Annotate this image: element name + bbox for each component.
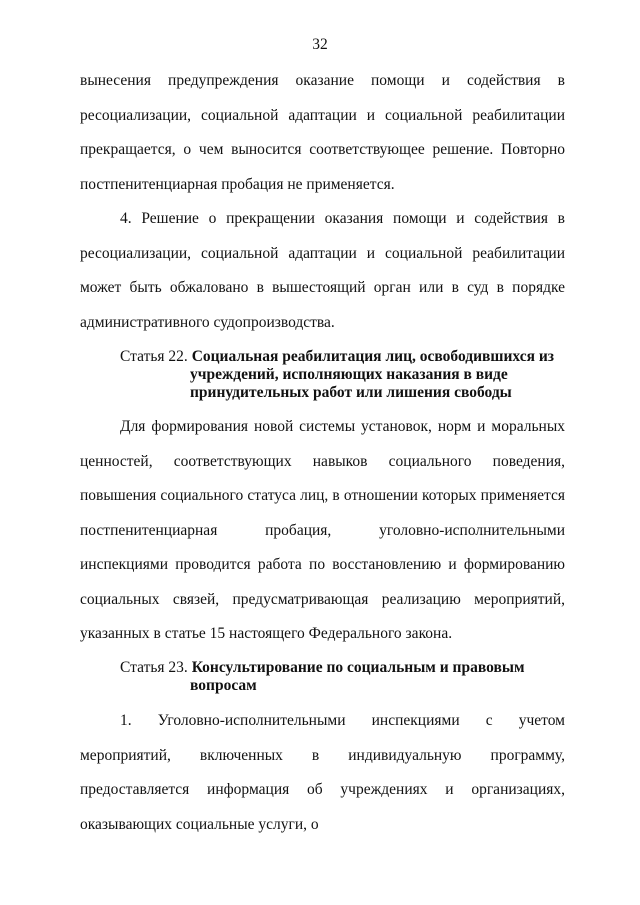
article-23-title: Консультирование по социальным и правовым вопросам [190, 659, 525, 694]
article-22-title: Социальная реабилитация лиц, освободившихся из учреждений, исполняющих наказания в виде принудительных работ или лишения свободы [190, 348, 555, 401]
paragraph-article-23-body: 1. Уголовно-исполнительными инспекциями с учетом мероприятий, включенных в индивидуальную программу, предоставляется информация об учреждениях и организациях, оказывающих социальные услуги, о [80, 712, 565, 833]
article-23-title-line [120, 659, 565, 695]
article-22-label: Статья 22. [120, 348, 188, 365]
article-23-heading [120, 659, 565, 695]
paragraph-continuation: вынесения предупреждения оказание помощи и содействия в ресоциализации, социальной адаптации и социальной реабилитации прекращается, о чем выносится соответствующее решение. Повторно постпенитенциарная пробация не применяется. [80, 72, 565, 193]
article-23-label: Статья 23. [120, 659, 188, 676]
article-22-title-line [120, 348, 565, 402]
paragraph-article-22-body: Для формирования новой системы установок, норм и моральных ценностей, соответствующих навыков социального поведения, повышения социального статуса лиц, в отношении которых применяется постпенитенциарная пробация, уголовно-исполнительными инспекциями проводится работа по восстановлению и формированию социальных связей, предусматривающая реализацию мероприятий, указанных в статье 15 настоящего Федерального закона. [80, 418, 565, 642]
article-22-heading [120, 348, 565, 402]
paragraph-appeal: 4. Решение о прекращении оказания помощи и содействия в ресоциализации, социальной адаптации и социальной реабилитации может быть обжаловано в вышестоящий орган или в суд в порядке административного судопроизводства. [80, 210, 565, 331]
page-number: 32 [312, 36, 328, 53]
